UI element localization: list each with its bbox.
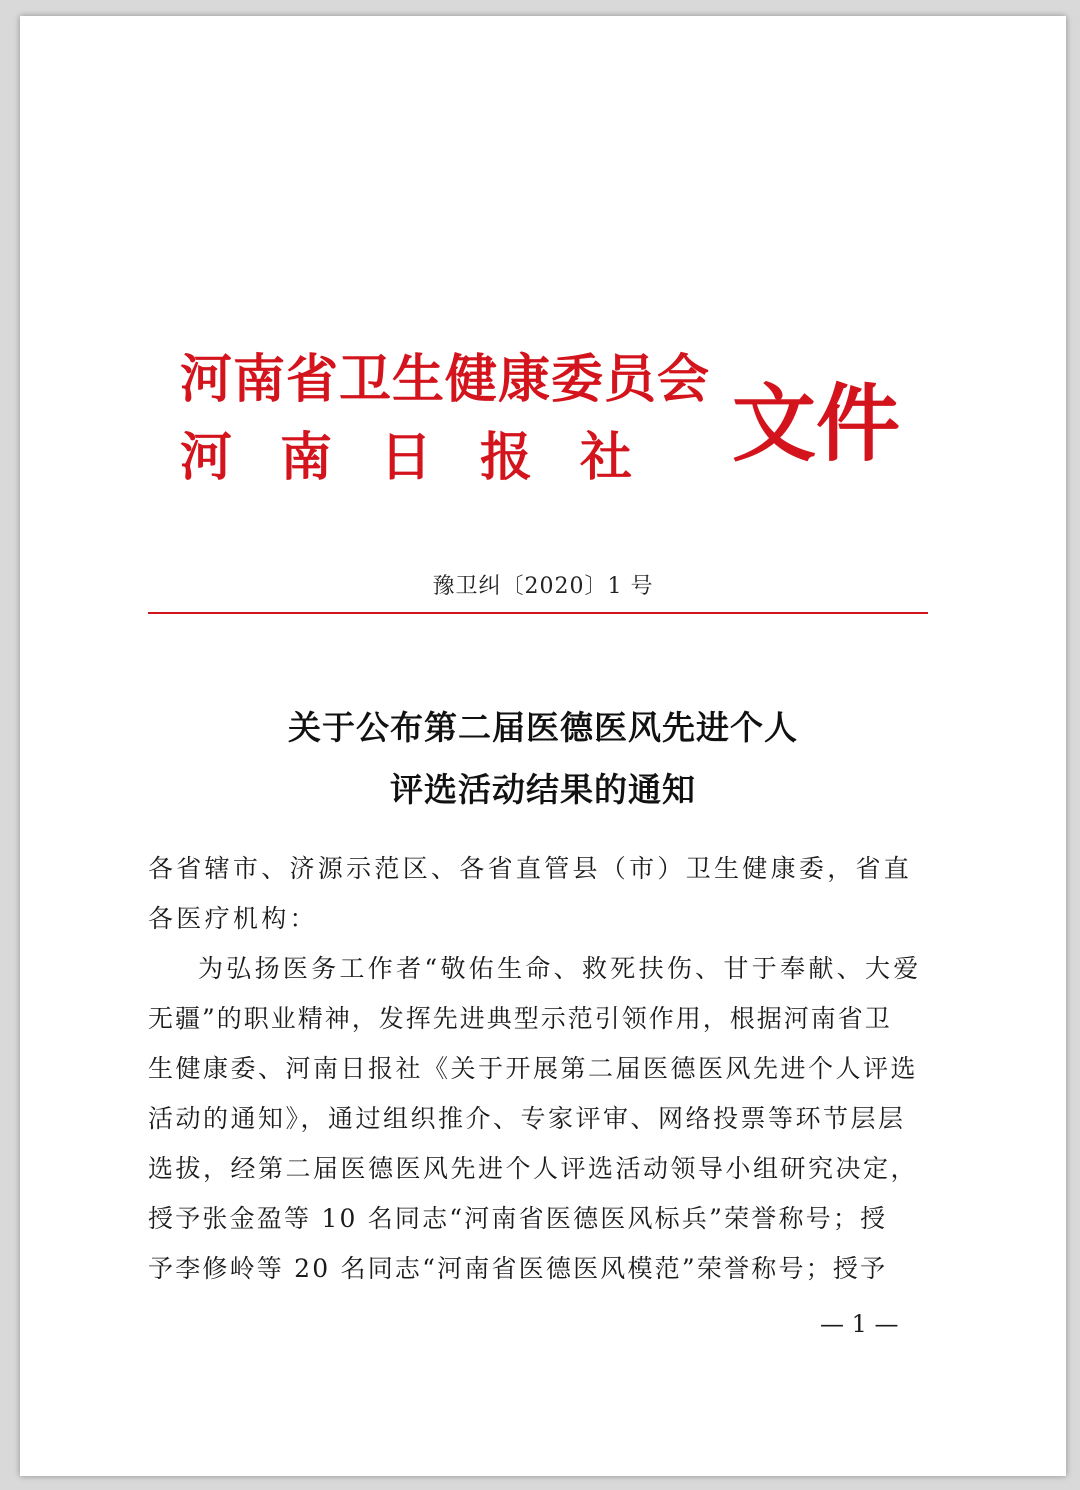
body-line-1: 各省辖市、济源示范区、各省直管县（市）卫生健康委，省直 <box>148 854 913 883</box>
notice-title-line-2: 评选活动结果的通知 <box>390 770 696 809</box>
issuer-line-1: 河南省卫生健康委员会 <box>180 350 711 410</box>
issuer-line-2: 河南日报社 <box>180 428 681 488</box>
notice-title-line-1: 关于公布第二届医德医风先进个人 <box>288 708 798 747</box>
body-line-7: 选拔，经第二届医德医风先进个人评选活动领导小组研究决定， <box>148 1154 919 1183</box>
body-line-4: 无疆”的职业精神，发挥先进典型示范引领作用，根据河南省卫 <box>148 1004 892 1033</box>
body-line-6: 活动的通知》，通过组织推介、专家评审、网络投票等环节层层 <box>148 1104 906 1133</box>
document-number: 豫卫纠〔2020〕1 号 <box>432 574 654 599</box>
body-line-9: 予李修岭等 20 名同志“河南省医德医风模范”荣誉称号；授予 <box>148 1254 888 1283</box>
body-line-5: 生健康委、河南日报社《关于开展第二届医德医风先进个人评选 <box>148 1054 919 1083</box>
body-line-3: 为弘扬医务工作者“敬佑生命、救死扶伤、甘于奉献、大爱 <box>198 954 922 983</box>
body-line-8: 授予张金盈等 10 名同志“河南省医德医风标兵”荣誉称号；授 <box>148 1204 888 1233</box>
document-type-mark: 文件 <box>732 375 901 473</box>
body-line-2: 各医疗机构： <box>148 904 318 933</box>
red-divider <box>148 612 928 614</box>
page-number: — 1 — <box>820 1310 899 1338</box>
document-page <box>20 16 1066 1476</box>
